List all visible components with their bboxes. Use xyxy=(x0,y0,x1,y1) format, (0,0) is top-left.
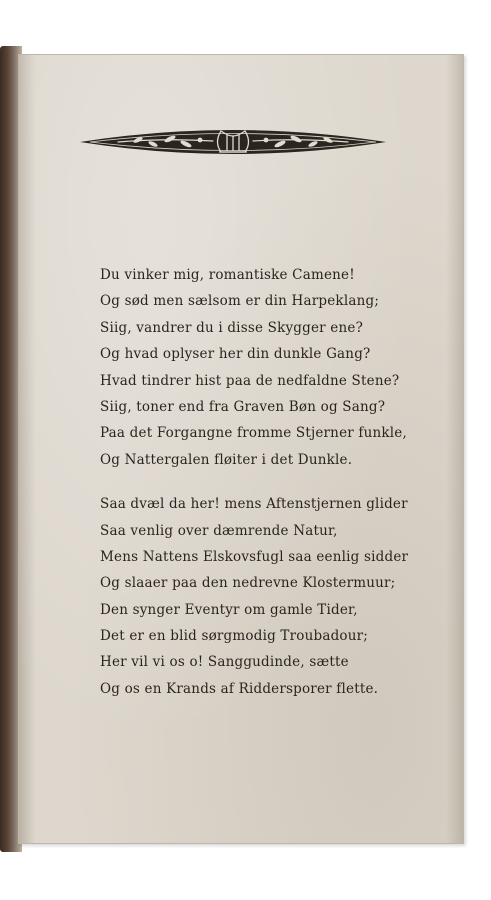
verse-line: Saa venlig over dæmrende Natur, xyxy=(100,522,338,539)
verse-line: Siig, toner end fra Graven Bøn og Sang? xyxy=(100,398,386,415)
verse-line: Og os en Krands af Riddersporer flette. xyxy=(100,680,379,697)
verse-line: Mens Nattens Elskovsfugl saa eenlig sidder xyxy=(100,548,409,565)
verse-line: Hvad tindrer hist paa de nedfaldne Stene? xyxy=(100,372,400,389)
verse-line: Og sød men sælsom er din Harpeklang; xyxy=(100,293,380,310)
verse-line: Saa dvæl da her! mens Aftenstjernen glider xyxy=(100,496,408,513)
verse-line: Siig, vandrer du i disse Skygger ene? xyxy=(100,319,364,336)
verse-line: Den synger Eventyr om gamle Tider, xyxy=(100,601,358,618)
lyre-leaf-vignette-icon xyxy=(78,122,388,162)
stanza-1 xyxy=(100,262,440,473)
verse-line: Du vinker mig, romantiske Camene! xyxy=(100,267,355,283)
poem xyxy=(100,262,440,702)
verse-line: Her vil vi os o! Sanggudinde, sætte xyxy=(100,654,349,671)
stanza-2 xyxy=(100,491,440,702)
verse-line: Og hvad oplyser her din dunkle Gang? xyxy=(100,346,371,363)
verse-line: Og slaaer paa den nedrevne Klostermuur; xyxy=(100,575,396,592)
verse-line: Og Nattergalen fløiter i det Dunkle. xyxy=(100,451,353,468)
verse-line: Det er en blid sørgmodig Troubadour; xyxy=(100,628,369,645)
verse-line: Paa det Forgangne fromme Stjerner funkle, xyxy=(100,425,407,442)
